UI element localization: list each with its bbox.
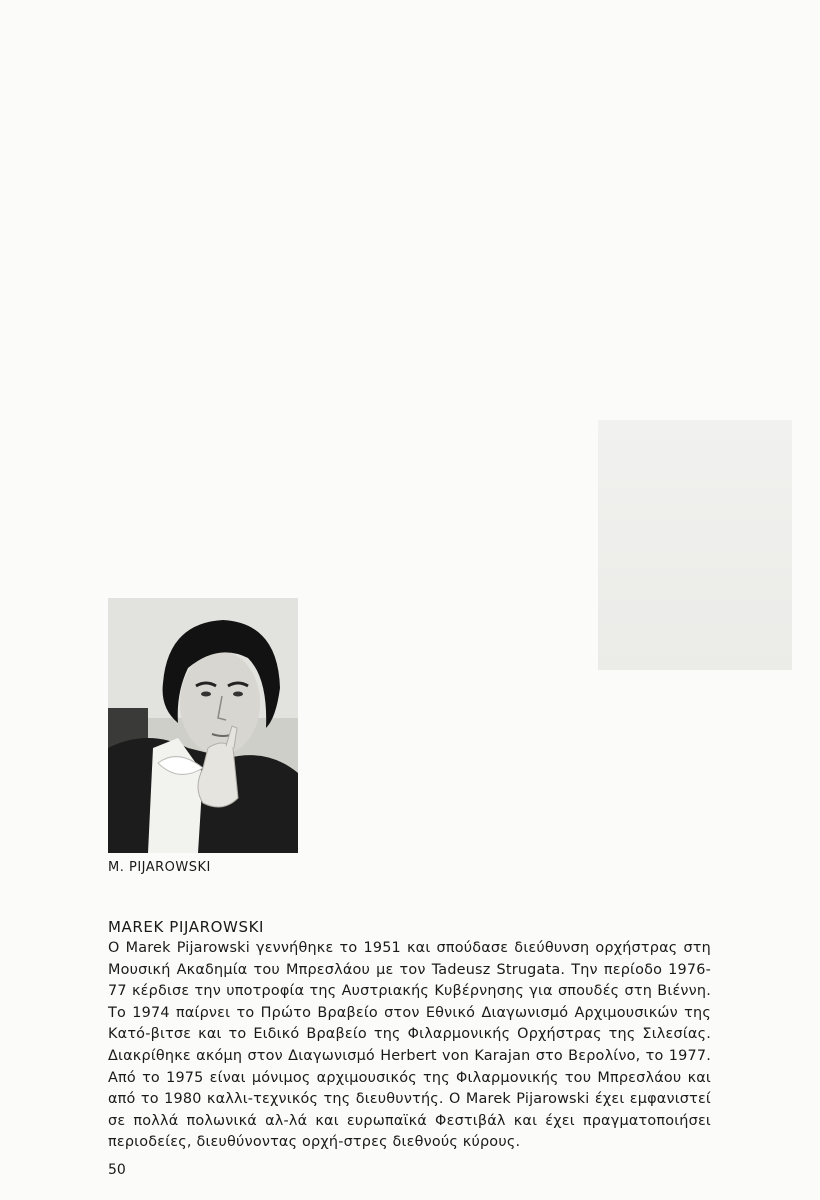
biography-text: Ο Marek Pijarowski γεννήθηκε το 1951 και σπούδασε διεύθυνση ορχήστρας στη Μουσική Ακαδημία του Μπρεσλάου με τον Tadeusz Strugata. Την περίοδο 1976-77 κέρδισε την υποτροφία της Αυστριακής Κυβέρνησης για σπουδές στη Βιέννη. Το 1974 παίρνει το Πρώτο Βραβείο στον Εθνικό Διαγωνισμό Αρχιμουσικών της Κατό-βιτσε και το Ειδικό Βραβείο της Φιλαρμονικής Ορχήστρας της Σιλεσίας. Διακρίθηκε ακόμη στον Διαγωνισμό Herbert von Karajan στο Βερολίνο, το 1977. Από το 1975 είναι μόνιμος αρχιμουσικός της Φιλαρμονικής του Μπρεσλάου και από το 1980 καλλι-τεχνικός της διευθυντής. Ο Marek Pijarowski έχει εμφανιστεί σε πολλά πολωνικά αλ-λά και ευρωπαϊκά Φεστιβάλ και έχει πραγματοποιήσει περιοδείες, διευθύνοντας ορχή-στρες διεθνούς κύρους. xyxy=(108,940,711,1151)
biography-heading: MAREK PIJAROWSKI xyxy=(108,918,265,936)
photo-caption: M. PIJAROWSKI xyxy=(108,860,211,875)
show-through-photo xyxy=(598,420,792,670)
biography-article xyxy=(108,916,711,1154)
page-number: 50 xyxy=(108,1162,126,1178)
portrait-image xyxy=(108,598,298,853)
portrait-photo xyxy=(108,598,298,853)
